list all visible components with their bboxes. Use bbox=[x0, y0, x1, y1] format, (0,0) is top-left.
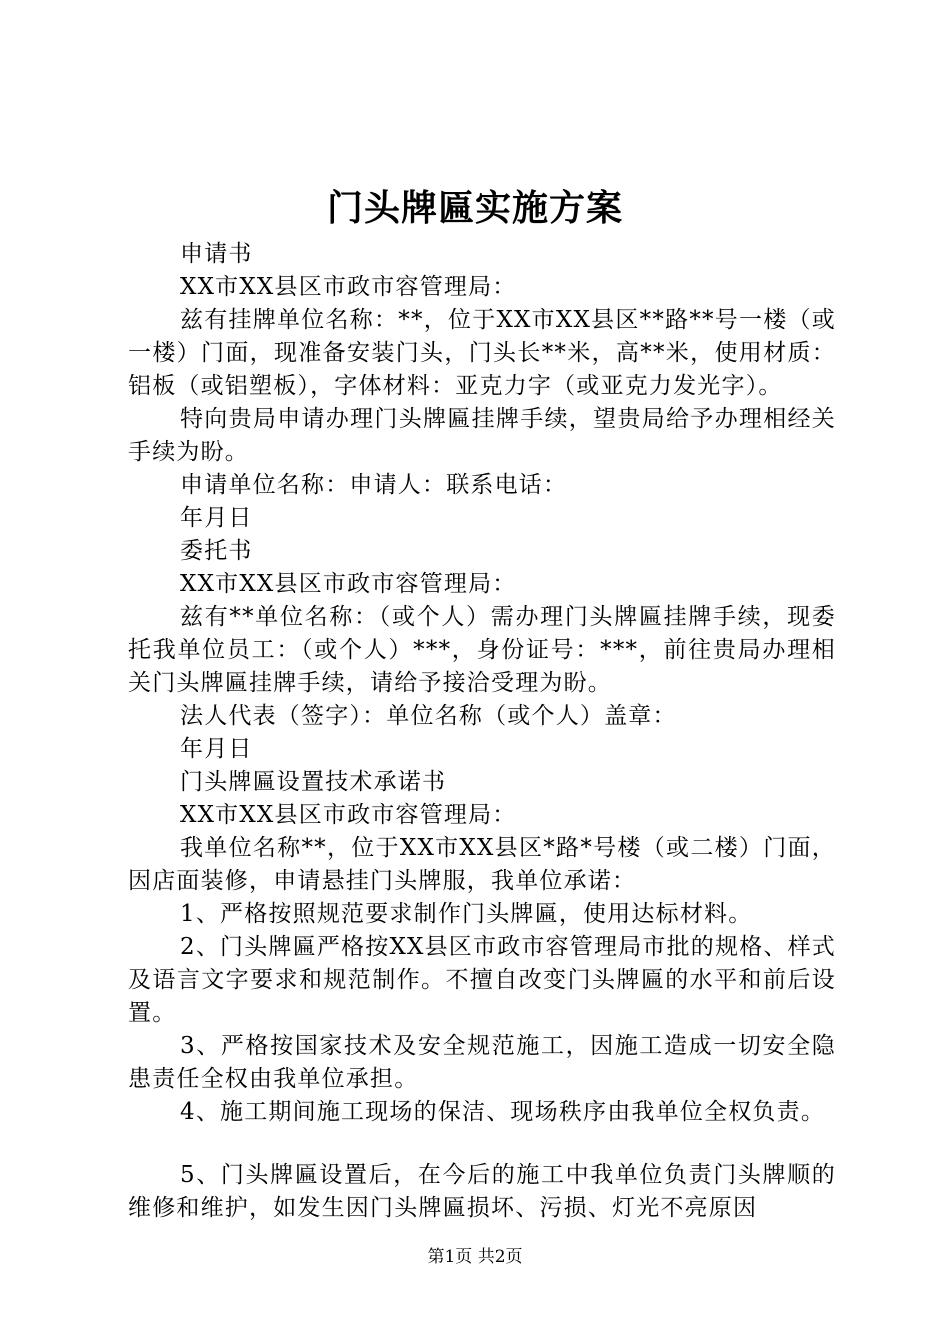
paragraph-application-body: 兹有挂牌单位名称：**，位于XX市XX县区**路**号一楼（或一楼）门面，现准备安装门头，门头长**米，高**米，使用材质：铝板（或铝塑板），字体材料：亚克力字（或亚克力发光字）。 bbox=[128, 307, 836, 399]
paragraph-addressee: XX市XX县区市政市容管理局： bbox=[180, 802, 517, 828]
paragraph-authorization-body: 兹有**单位名称：（或个人）需办理门头牌匾挂牌手续，现委托我单位员工：（或个人）***，身份证号：***，前往贵局办理相关门头牌匾挂牌手续，请给予接洽受理为盼。 bbox=[128, 604, 836, 696]
paragraph-signature-fields: 法人代表（签字）：单位名称（或个人）盖章： bbox=[180, 703, 677, 729]
paragraph-heading-authorization: 委托书 bbox=[180, 538, 253, 564]
paragraph-application-request: 特向贵局申请办理门头牌匾挂牌手续，望贵局给予办理相经关手续为盼。 bbox=[128, 406, 836, 465]
paragraph-heading-application: 申请书 bbox=[180, 241, 253, 267]
paragraph-commitment-item-3: 3、严格按国家技术及安全规范施工，因施工造成一切安全隐患责任全权由我单位承担。 bbox=[128, 1033, 836, 1092]
paragraph-commitment-item-2: 2、门头牌匾严格按XX县区市政市容管理局市批的规格、样式及语言文字要求和规范制作。不擅自改变门头牌匾的水平和前后设置。 bbox=[128, 934, 836, 1026]
paragraph-commitment-item-4: 4、施工期间施工现场的保洁、现场秩序由我单位全权负责。 bbox=[180, 1099, 826, 1125]
page-footer: 第1页 共2页 bbox=[427, 1247, 523, 1267]
paragraph-date: 年月日 bbox=[180, 736, 253, 762]
paragraph-applicant-fields: 申请单位名称：申请人：联系电话： bbox=[180, 472, 568, 498]
paragraph-addressee: XX市XX县区市政市容管理局： bbox=[180, 274, 517, 300]
paragraph-date: 年月日 bbox=[180, 505, 253, 531]
paragraph-commitment-intro: 我单位名称**，位于XX市XX县区*路*号楼（或二楼）门面，因店面装修，申请悬挂门头牌服，我单位承诺： bbox=[128, 835, 836, 894]
paragraph-addressee: XX市XX县区市政市容管理局： bbox=[180, 571, 517, 597]
paragraph-commitment-item-1: 1、严格按照规范要求制作门头牌匾，使用达标材料。 bbox=[180, 901, 753, 927]
document-title: 门头牌匾实施方案 bbox=[326, 187, 623, 229]
document-body bbox=[128, 238, 836, 1225]
paragraph-heading-commitment: 门头牌匾设置技术承诺书 bbox=[180, 769, 447, 795]
paragraph-commitment-item-5: 5、门头牌匾设置后，在今后的施工中我单位负责门头牌顺的维修和维护，如发生因门头牌匾损坏、污损、灯光不亮原因 bbox=[128, 1162, 836, 1221]
